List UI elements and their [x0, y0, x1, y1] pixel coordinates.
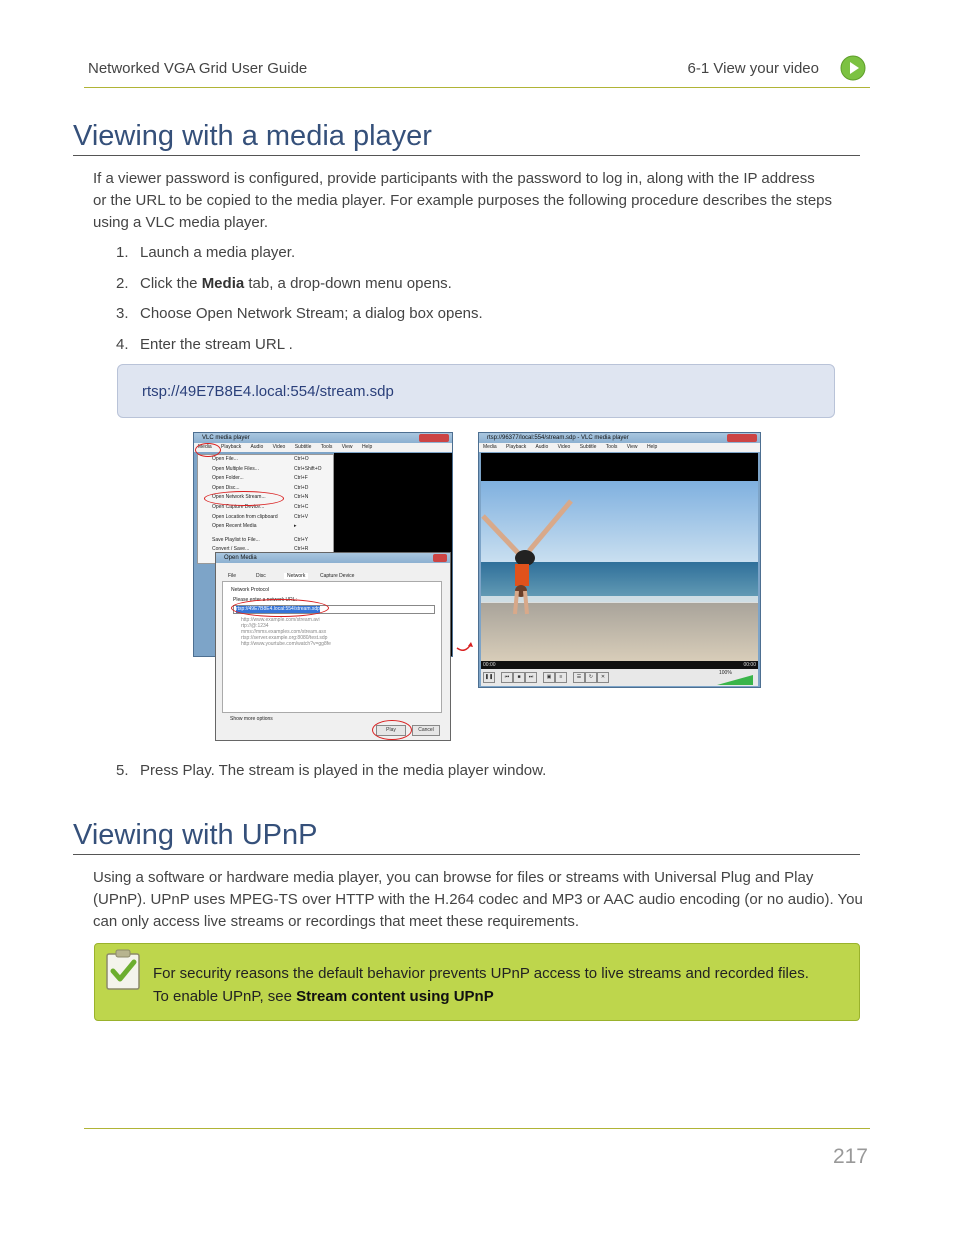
menu-audio[interactable]: Audio — [535, 444, 549, 450]
intro-line: If a viewer password is configured, provide participants with the password to log in, along with the IP address — [93, 170, 815, 187]
vlc-menubar — [194, 443, 452, 452]
menu-subtitle[interactable]: Subtitle — [579, 444, 597, 450]
cancel-button[interactable]: Cancel — [412, 725, 440, 736]
loop-button[interactable]: ↻ — [585, 672, 597, 683]
vlc-titlebar: rtsp://96377/local:554/stream.sdp - VLC media player — [479, 433, 760, 443]
menu-audio[interactable]: Audio — [250, 444, 264, 450]
menu-item[interactable]: Convert / Save... Ctrl+R — [212, 546, 309, 553]
vlc-menubar — [479, 443, 760, 452]
seek-bar[interactable] — [481, 661, 758, 669]
fullscreen-button[interactable]: ▣ — [543, 672, 555, 683]
menu-item[interactable]: Save Playlist to File... Ctrl+Y — [212, 536, 309, 543]
network-url-input[interactable]: rtsp://49E7B8E4.local:554/stream.sdp — [233, 605, 435, 614]
step-5: 5. Press Play. The stream is played in the media player window. — [116, 762, 547, 779]
play-arrow-icon[interactable] — [840, 55, 866, 81]
intro-paragraph — [93, 168, 863, 234]
time-total: 00:00 — [743, 662, 756, 668]
pause-button[interactable]: ❚❚ — [483, 672, 495, 683]
network-protocol-label: Network Protocol — [231, 587, 270, 593]
page-number: 217 — [832, 1145, 868, 1168]
open-media-dialog — [215, 552, 451, 741]
menu-item[interactable]: Open Folder... Ctrl+F — [212, 475, 308, 482]
menu-item[interactable]: Open Multiple Files... Ctrl+Shift+O — [212, 465, 322, 472]
network-panel — [222, 581, 442, 713]
menu-item-open-network-stream[interactable]: Open Network Stream... Ctrl+N — [212, 494, 309, 501]
menu-item[interactable]: Open Location from clipboard Ctrl+V — [212, 513, 309, 520]
tab-file[interactable]: File — [228, 573, 237, 579]
intro-line: or the URL to be copied to the media player. For example purposes the following procedure describes the steps — [93, 192, 833, 209]
menu-playback[interactable]: Playback — [221, 444, 242, 450]
stream-content-upnp-link[interactable]: Stream content using UPnP — [296, 988, 494, 1005]
note-callout — [94, 943, 860, 1021]
vlc-titlebar: VLC media player — [194, 433, 452, 443]
section-heading-media-player: Viewing with a media player — [73, 120, 860, 156]
dialog-titlebar: Open Media — [216, 553, 450, 563]
arrow-icon — [455, 640, 475, 654]
time-elapsed: 00:00 — [483, 662, 496, 668]
menu-video[interactable]: Video — [557, 444, 571, 450]
letterbox-top — [481, 453, 758, 481]
highlight-url-field — [231, 599, 329, 617]
url-examples: http://www.example.com/stream.avi rtp://@:1234 mms://mms.examples.com/stream.asx rtsp://server.example.org:8080/test.sdp http://www.yourtube.com/watch?v=gg8fe — [241, 617, 331, 647]
stream-url[interactable]: rtsp://49E7B8E4.local:554/stream.sdp — [142, 383, 394, 400]
note-text: For security reasons the default behavior prevents UPnP access to live streams and recorded files. To enable UPnP, see Stream content using UPnP — [153, 965, 809, 1005]
menu-subtitle[interactable]: Subtitle — [294, 444, 312, 450]
extended-settings-button[interactable]: ≡ — [555, 672, 567, 683]
menu-item[interactable]: Open File... Ctrl+O — [212, 456, 309, 462]
menu-view[interactable]: View — [341, 444, 353, 450]
menu-item[interactable]: Open Capture Device... Ctrl+C — [212, 503, 309, 510]
playlist-button[interactable]: ☰ — [573, 672, 585, 683]
media-tab-bold: Media — [201, 275, 245, 292]
menu-help[interactable]: Help — [646, 444, 658, 450]
highlight-play-button — [372, 720, 412, 740]
video-frame — [481, 481, 758, 661]
vlc-controls — [481, 669, 758, 686]
show-more-options[interactable]: Show more options — [230, 716, 273, 722]
prev-button[interactable]: ⏮ — [501, 672, 513, 683]
highlight-open-network-stream — [204, 491, 284, 506]
menu-help[interactable]: Help — [361, 444, 373, 450]
menu-tools[interactable]: Tools — [605, 444, 618, 450]
stream-url-box — [117, 364, 835, 418]
step-4: 4. Enter the stream URL . — [116, 336, 293, 353]
header-title: Networked VGA Grid User Guide — [88, 60, 308, 77]
menu-view[interactable]: View — [626, 444, 638, 450]
menu-item[interactable]: Open Recent Media ▸ — [212, 523, 297, 530]
menu-video[interactable]: Video — [272, 444, 286, 450]
menu-media[interactable]: Media — [483, 444, 497, 450]
tab-disc[interactable]: Disc — [256, 573, 266, 579]
highlight-media-menu — [195, 443, 221, 457]
vlc-screenshot-playing — [478, 432, 761, 688]
play-button[interactable]: Play — [376, 725, 406, 736]
gymnast-figure — [481, 496, 601, 616]
header-section: 6-1 View your video — [687, 60, 819, 77]
shuffle-button[interactable]: ✕ — [597, 672, 609, 683]
step-3: 3. Choose Open Network Stream; a dialog box opens. — [116, 305, 483, 322]
menu-item[interactable]: Open Disc... Ctrl+D — [212, 484, 309, 491]
intro-line: using a VLC media player. — [93, 214, 269, 231]
volume-level: 100% — [719, 670, 732, 676]
clipboard-check-icon — [105, 949, 141, 991]
volume-slider[interactable] — [717, 675, 753, 685]
header-divider — [84, 87, 870, 88]
step-2: 2. Click the Media tab, a drop-down menu opens. — [116, 275, 452, 292]
menu-playback[interactable]: Playback — [506, 444, 527, 450]
media-dropdown-menu — [197, 454, 334, 564]
step-1: 1. Launch a media player. — [116, 244, 296, 261]
next-button[interactable]: ⏭ — [525, 672, 537, 683]
tab-capture-device[interactable]: Capture Device — [320, 573, 355, 579]
section-heading-upnp: Viewing with UPnP — [73, 819, 860, 855]
menu-media[interactable]: Media — [198, 444, 212, 450]
footer-divider — [84, 1128, 870, 1129]
url-prompt: Please enter a network URL: — [233, 597, 297, 603]
stop-button[interactable]: ■ — [513, 672, 525, 683]
menu-tools[interactable]: Tools — [320, 444, 333, 450]
upnp-paragraph: Using a software or hardware media player, you can browse for files or streams with Universal Plug and Play (UPnP). UPnP uses MPEG-TS over HTTP with the H.264 codec and MP3 or AAC audio encoding (or no audio). You can only access live streams or recordings that meet these requirements. — [93, 869, 863, 930]
tab-network[interactable]: Network — [284, 573, 308, 579]
